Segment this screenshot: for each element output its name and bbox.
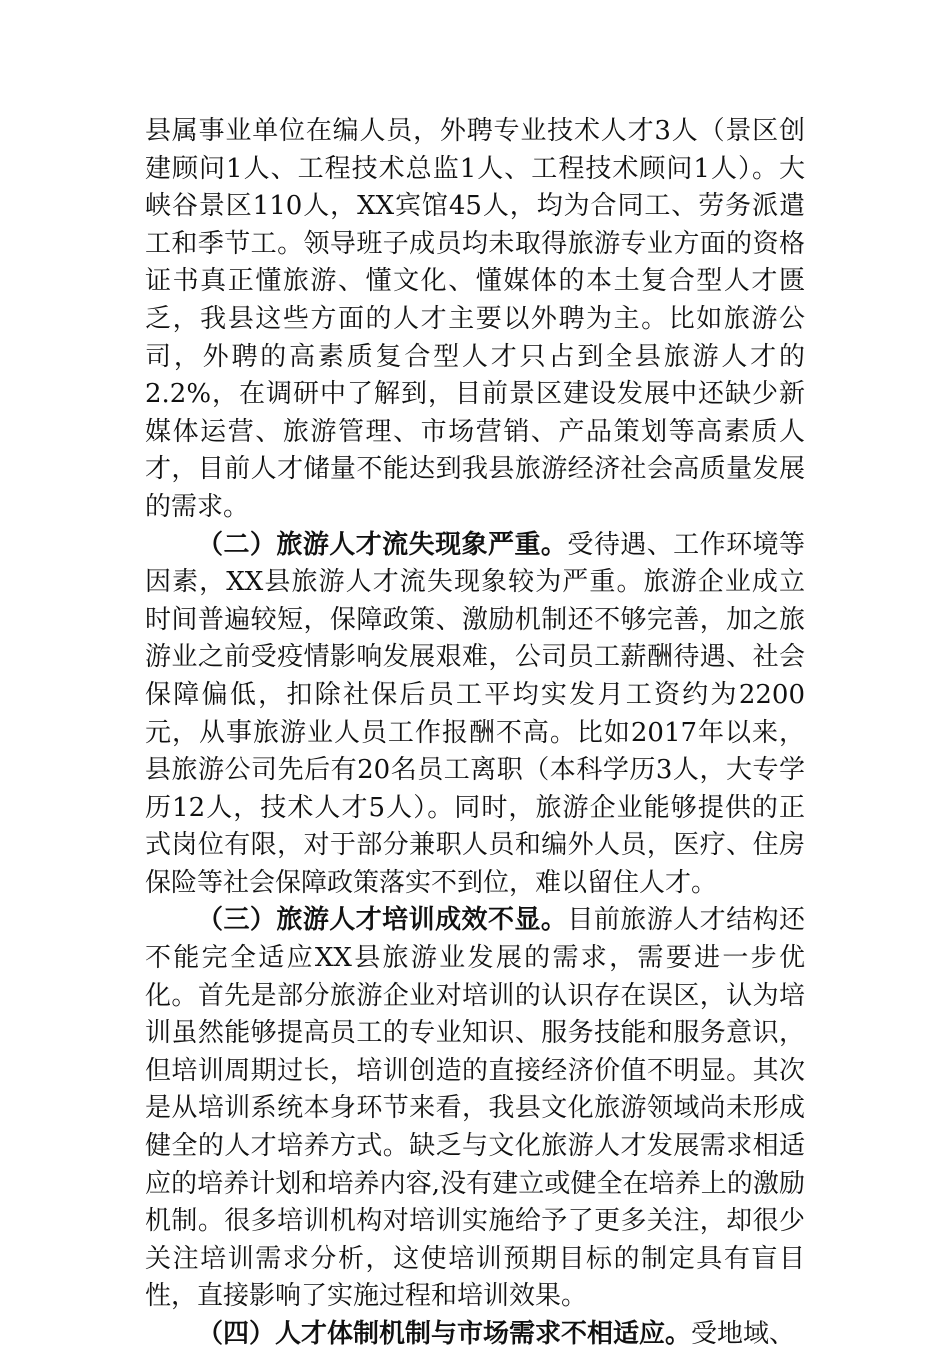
paragraph-2-heading: （二）旅游人才流失现象严重。 (197, 529, 568, 560)
paragraph-2 (145, 527, 805, 903)
paragraph-3-heading: （三）旅游人才培训成效不显。 (197, 905, 568, 936)
document-body (145, 113, 805, 1354)
paragraph-1 (145, 113, 805, 527)
paragraph-1-text: 县属事业单位在编人员，外聘专业技术人才3人（景区创建顾问1人、工程技术总监1人、工程技术顾问1人）。大峡谷景区110人，XX宾馆45人，均为合同工、劳务派遣工和季节工。领导班子成员均未取得旅游专业方面的资格证书真正懂旅游、懂文化、懂媒体的本土复合型人才匮乏，我县这些方面的人才主要以外聘为主。比如旅游公司，外聘的高素质复合型人才只占到全县旅游人才的2.2%，在调研中了解到，目前景区建设发展中还缺少新媒体运营、旅游管理、市场营销、产品策划等高素质人才，目前人才储量不能达到我县旅游经济社会高质量发展的需求。 (145, 116, 805, 522)
paragraph-3 (145, 902, 805, 1316)
paragraph-4-text: 受地域、 (691, 1319, 796, 1349)
paragraph-4-heading: （四）人才体制机制与市场需求不相适应。 (197, 1319, 692, 1349)
paragraph-4 (145, 1316, 805, 1354)
paragraph-3-text: 目前旅游人才结构还不能完全适应XX县旅游业发展的需求，需要进一步优化。首先是部分旅游企业对培训的认识存在误区，认为培训虽然能够提高员工的专业知识、服务技能和服务意识，但培训周期过长，培训创造的直接经济价值不明显。其次是从培训系统本身环节来看，我县文化旅游领域尚未形成健全的人才培养方式。缺乏与文化旅游人才发展需求相适应的培养计划和培养内容,没有建立或健全在培养上的激励机制。很多培训机构对培训实施给予了更多关注，却很少关注培训需求分析，这使培训预期目标的制定具有盲目性，直接影响了实施过程和培训效果。 (145, 905, 805, 1312)
paragraph-2-text: 受待遇、工作环境等因素，XX县旅游人才流失现象较为严重。旅游企业成立时间普遍较短，保障政策、激励机制还不够完善，加之旅游业之前受疫情影响发展艰难，公司员工薪酬待遇、社会保障偏低，扣除社保后员工平均实发月工资约为2200元，从事旅游业人员工作报酬不高。比如2017年以来，县旅游公司先后有20名员工离职（本科学历3人，大专学历12人，技术人才5人）。同时，旅游企业能够提供的正式岗位有限，对于部分兼职人员和编外人员，医疗、住房保险等社会保障政策落实不到位，难以留住人才。 (145, 529, 805, 898)
